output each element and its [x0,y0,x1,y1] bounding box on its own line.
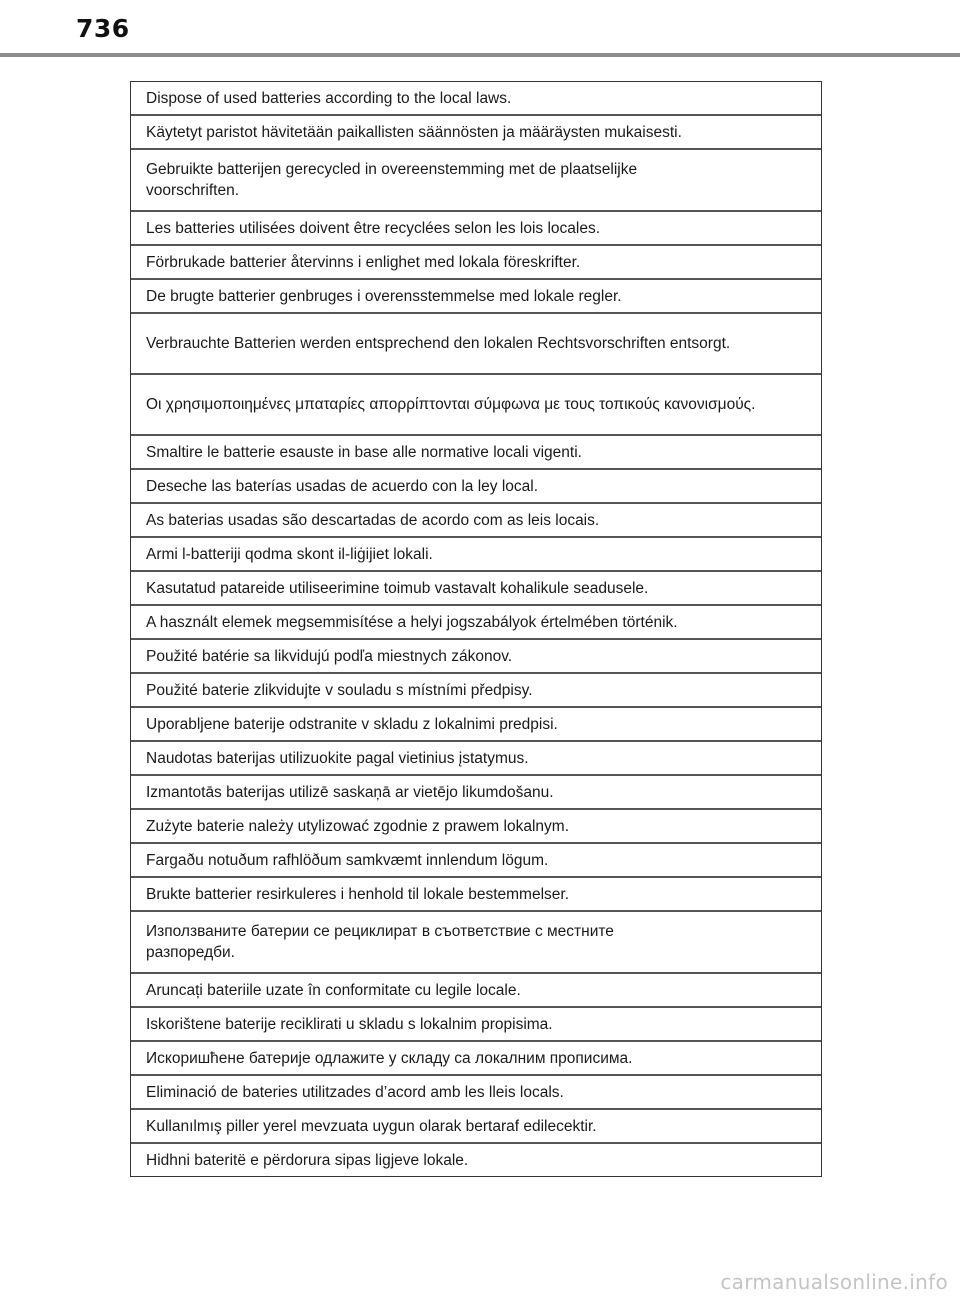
notice-text: Verbrauchte Batterien werden entsprechend den lokalen Rechtsvorschriften entsorgt. [146,335,731,352]
notice-row-it [131,436,821,470]
header-rule [0,53,960,57]
notice-text: A használt elemek megsemmisítése a helyi jogszabályok értelmében történik. [146,614,678,631]
notice-row-de [131,314,821,375]
notice-text: Gebruikte batterijen gerecycled in overeenstemming met de plaatselijke voorschriften. [146,161,638,199]
notice-row-cs [131,674,821,708]
notice-row-ro [131,974,821,1008]
notice-row-es [131,470,821,504]
notice-text: Aruncați bateriile uzate în conformitate cu legile locale. [146,982,521,999]
notice-row-sr [131,1042,821,1076]
notice-row-el [131,375,821,436]
notice-text: Použité batérie sa likvidujú podľa miestnych zákonov. [146,648,513,665]
notice-row-sq [131,1144,821,1176]
notice-text: Uporabljene baterije odstranite v skladu z lokalnimi predpisi. [146,716,558,733]
notice-row-pl [131,810,821,844]
notice-text: Les batteries utilisées doivent être recyclées selon les lois locales. [146,220,601,237]
notice-row-en [131,82,821,116]
notice-text: Dispose of used batteries according to the local laws. [146,90,512,107]
notice-text: Izmantotās baterijas utilizē saskaņā ar vietējo likumdošanu. [146,784,554,801]
notice-text: Käytetyt paristot hävitetään paikallisten säännösten ja määräysten mukaisesti. [146,124,682,141]
notice-row-et [131,572,821,606]
notice-row-pt [131,504,821,538]
notice-row-lt [131,742,821,776]
notice-row-lv [131,776,821,810]
notice-row-ca [131,1076,821,1110]
notice-text: Eliminació de bateries utilitzades d’acord amb les lleis locals. [146,1084,564,1101]
notice-text: Zużyte baterie należy utylizować zgodnie z prawem lokalnym. [146,818,569,835]
notice-text: Deseche las baterías usadas de acuerdo con la ley local. [146,478,539,495]
notice-text: Armi l-batteriji qodma skont il-liġijiet lokali. [146,546,433,563]
notice-text: Brukte batterier resirkuleres i henhold til lokale bestemmelser. [146,886,569,903]
notice-row-bg [131,912,821,974]
notice-row-hu [131,606,821,640]
notice-row-da [131,280,821,314]
notice-text: Οι χρησιμοποιημένες μπαταρίες απορρίπτονται σύμφωνα με τους τοπικούς κανονισμούς. [146,396,756,413]
notice-text: Искоришћене батерије одлажите у складу са локалним прописима. [146,1050,633,1067]
notice-text: Použité baterie zlikvidujte v souladu s místními předpisy. [146,682,533,699]
watermark-text: carmanualsonline.info [720,1270,948,1294]
notice-row-nl [131,150,821,212]
page-number: 736 [76,14,130,43]
battery-disposal-table [130,81,822,1177]
notice-text: Kasutatud patareide utiliseerimine toimub vastavalt kohalikule seadusele. [146,580,649,597]
notice-row-no [131,878,821,912]
notice-text: Kullanılmış piller yerel mevzuata uygun olarak bertaraf edilecektir. [146,1118,597,1135]
notice-text: Naudotas baterijas utilizuokite pagal vietinius įstatymus. [146,750,529,767]
notice-row-fr [131,212,821,246]
notice-row-is [131,844,821,878]
notice-text: Използваните батерии се рециклират в съответствие с местните разпоредби. [146,923,614,961]
notice-text: Hidhni bateritë e përdorura sipas ligjeve lokale. [146,1152,469,1169]
notice-text: As baterias usadas são descartadas de acordo com as leis locais. [146,512,600,529]
notice-row-tr [131,1110,821,1144]
notice-text: Fargaðu notuðum rafhlöðum samkvæmt innlendum lögum. [146,852,549,869]
notice-row-hr [131,1008,821,1042]
notice-text: Smaltire le batterie esauste in base alle normative locali vigenti. [146,444,582,461]
notice-row-sk [131,640,821,674]
notice-text: Förbrukade batterier återvinns i enlighet med lokala föreskrifter. [146,254,581,271]
notice-row-mt [131,538,821,572]
notice-row-sl [131,708,821,742]
notice-row-fi [131,116,821,150]
notice-text: Iskorištene baterije reciklirati u skladu s lokalnim propisima. [146,1016,553,1033]
notice-row-sv [131,246,821,280]
notice-text: De brugte batterier genbruges i overensstemmelse med lokale regler. [146,288,622,305]
